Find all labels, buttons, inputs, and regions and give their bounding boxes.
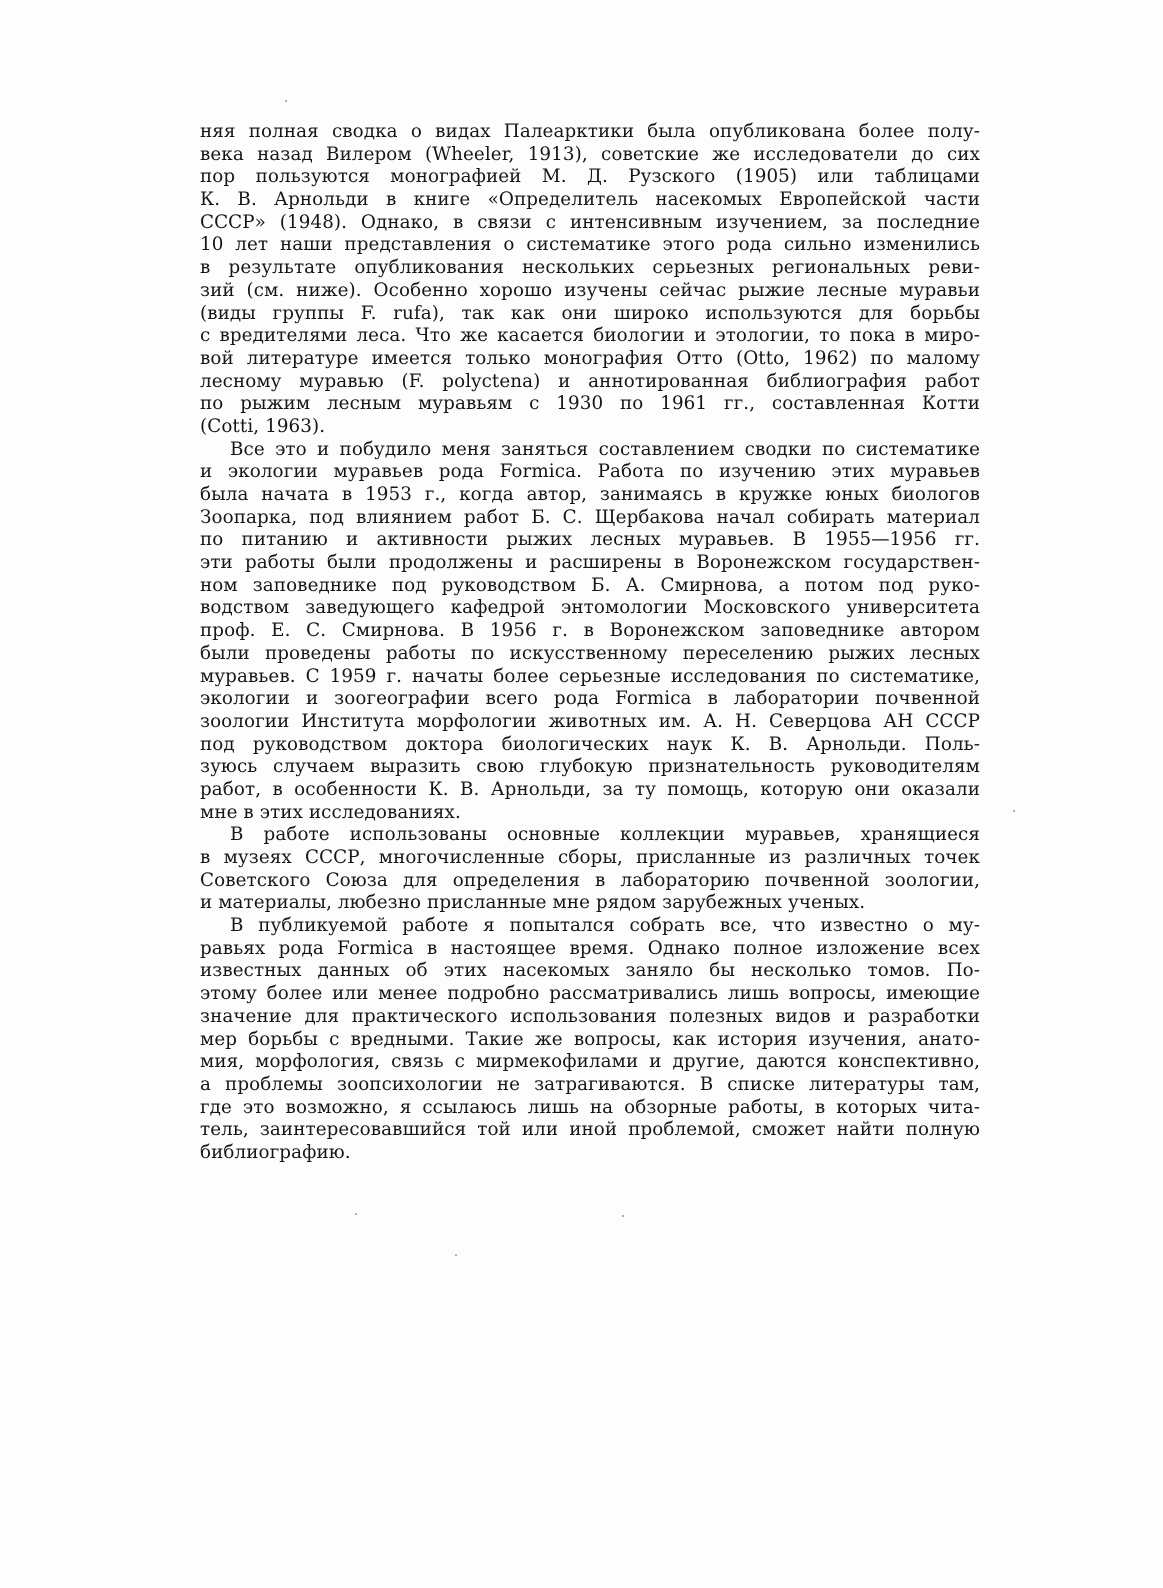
text-line: мер борьбы с вредными. Такие же вопросы, как история изучения, анато- — [200, 1028, 980, 1050]
scan-speck — [455, 1254, 457, 1256]
text-line: века назад Вилером (Wheeler, 1913), советские же исследователи до сих — [200, 143, 980, 165]
text-line: в результате опубликования нескольких серьезных региональных реви- — [200, 257, 980, 279]
text-line: известных данных об этих насекомых заняло бы несколько томов. По- — [200, 960, 980, 982]
text-line: вой литературе имеется только монография Отто (Otto, 1962) по малому — [200, 347, 980, 369]
text-line: лесному муравью (F. polyctena) и аннотированная библиография работ — [200, 370, 980, 392]
paragraph — [200, 439, 980, 825]
text-line: 10 лет наши представления о систематике этого рода сильно изменились — [200, 234, 980, 256]
text-line: зоологии Института морфологии животных им. А. Н. Северцова АН СССР — [200, 710, 980, 732]
text-line: под руководством доктора биологических наук К. В. Арнольди. Поль- — [200, 733, 980, 755]
text-line: где это возможно, я ссылаюсь лишь на обзорные работы, в которых чита- — [200, 1096, 980, 1118]
text-line: по питанию и активности рыжих лесных муравьев. В 1955—1956 гг. — [200, 529, 980, 551]
text-line: по рыжим лесным муравьям с 1930 по 1961 гг., составленная Котти — [200, 393, 980, 415]
text-line: ном заповеднике под руководством Б. А. Смирнова, а потом под руко- — [200, 574, 980, 596]
text-line: муравьев. С 1959 г. начаты более серьезные исследования по систематике, — [200, 665, 980, 687]
text-line: в музеях СССР, многочисленные сборы, присланные из различных точек — [200, 847, 980, 868]
text-line: Все это и побудило меня заняться составлением сводки по систематике — [230, 438, 980, 460]
text-line: библиографию. — [200, 1141, 351, 1163]
text-line: зуюсь случаем выразить свою глубокую признательность руководителям — [200, 756, 980, 778]
scan-speck — [1013, 810, 1015, 812]
text-line: значение для практического использования полезных видов и разработки — [200, 1005, 980, 1027]
text-line: работ, в особенности К. В. Арнольди, за ту помощь, которую они оказали — [200, 778, 980, 800]
text-line: В работе использованы основные коллекции муравьев, хранящиеся — [230, 824, 980, 846]
text-line: няя полная сводка о видах Палеарктики была опубликована более полу- — [200, 121, 980, 142]
paragraph — [200, 121, 980, 439]
paragraph — [200, 915, 980, 1165]
text-line: Советского Союза для определения в лабораторию почвенной зоологии, — [200, 869, 980, 891]
text-line: а проблемы зоопсихологии не затрагиваются. В списке литературы там, — [200, 1073, 980, 1095]
text-line: тель, заинтересовавшийся той или иной проблемой, сможет найти полную — [200, 1119, 980, 1141]
text-line: были проведены работы по искусственному переселению рыжих лесных — [200, 642, 980, 664]
scan-speck — [285, 100, 287, 102]
text-line: равьях рода Formica в настоящее время. Однако полное изложение всех — [200, 937, 980, 959]
text-line: эти работы были продолжены и расширены в Воронежском государствен- — [200, 552, 980, 574]
text-line: мия, морфология, связь с мирмекофилами и другие, даются конспективно, — [200, 1051, 980, 1073]
text-line: проф. Е. С. Смирнова. В 1956 г. в Воронежском заповеднике автором — [200, 620, 980, 642]
text-line: водством заведующего кафедрой энтомологии Московского университета — [200, 597, 980, 619]
body-text — [200, 121, 980, 1165]
text-line: была начата в 1953 г., когда автор, занимаясь в кружке юных биологов — [200, 484, 980, 505]
text-line: зий (см. ниже). Особенно хорошо изучены сейчас рыжие лесные муравьи — [200, 279, 980, 301]
text-line: экологии и зоогеографии всего рода Formica в лаборатории почвенной — [200, 688, 980, 710]
text-line: СССР» (1948). Однако, в связи с интенсивным изучением, за последние — [200, 211, 980, 233]
text-line: В публикуемой работе я попытался собрать все, что известно о му- — [230, 915, 980, 937]
text-line: (Cotti, 1963). — [200, 415, 326, 437]
text-line: К. В. Арнольди в книге «Определитель насекомых Европейской части — [200, 189, 980, 211]
text-line: Зоопарка, под влиянием работ Б. С. Щербакова начал собирать материал — [200, 506, 980, 528]
scan-speck — [355, 1213, 357, 1215]
text-line: мне в этих исследованиях. — [200, 801, 461, 823]
paragraph — [200, 824, 980, 915]
text-line: с вредителями леса. Что же касается биологии и этологии, то пока в миро- — [200, 325, 980, 347]
text-line: и экологии муравьев рода Formica. Работа по изучению этих муравьев — [200, 461, 980, 483]
text-line: и материалы, любезно присланные мне рядом зарубежных ученых. — [200, 892, 866, 914]
text-line: этому более или менее подробно рассматривались лишь вопросы, имеющие — [200, 983, 980, 1005]
text-line: (виды группы F. rufa), так как они широко используются для борьбы — [200, 302, 980, 324]
scan-speck — [622, 1215, 624, 1217]
text-line: пор пользуются монографией М. Д. Рузского (1905) или таблицами — [200, 166, 980, 188]
